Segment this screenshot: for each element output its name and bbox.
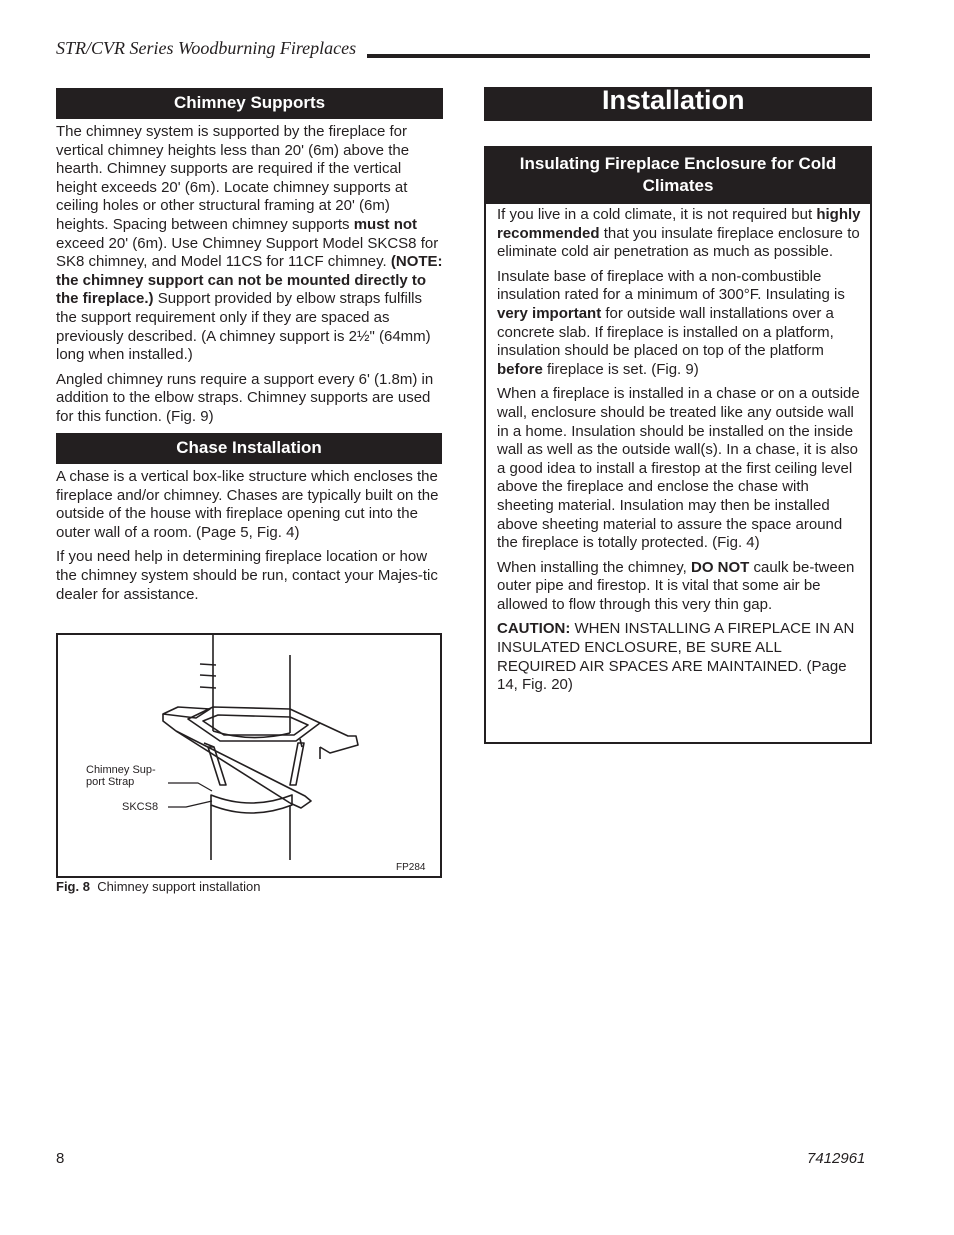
figure-8-frame [56, 633, 442, 878]
insulating-enclosure-heading: Insulating Fireplace Enclosure for Cold Climates [486, 148, 870, 204]
insulating-paragraph-2: Insulate base of fireplace with a non-combustible insulation rated for a minimum of 300°F. Insulating is very important for outside wall installations over a concrete slab. If fireplace is installed on a platform, insulation should be placed on top of the platform before fireplace is set. (Fig. 9) [497, 267, 845, 378]
chimney-supports-heading: Chimney Supports [56, 88, 443, 119]
figure-8-number: Fig. 8 [56, 879, 90, 894]
chase-installation-paragraph-1: A chase is a vertical box-like structure which encloses the fireplace and/or chimney. Chases are typically built on the outside of the house with fireplace opening cut into the outer wall of a room. (Page 5, Fig. 4) [56, 468, 439, 541]
chase-installation-paragraph-2: If you need help in determining fireplace location or how the chimney system should be run, contact your Majes-tic dealer for assistance. [56, 548, 438, 603]
insulating-enclosure-body [497, 206, 863, 701]
page-number: 8 [56, 1150, 65, 1167]
insulating-enclosure-box [484, 146, 872, 744]
installation-title: Installation [484, 87, 872, 121]
insulating-paragraph-4: When installing the chimney, DO NOT caulk be-tween outer pipe and firestop. It is vital that some air be allowed to flow through this very thin gap. [497, 558, 855, 613]
chase-installation-body [56, 468, 446, 610]
label-strap-line-2: port Strap [86, 776, 135, 788]
chimney-supports-paragraph-1: The chimney system is supported by the fireplace for vertical chimney heights less than 20' (6m) above the hearth. Chimney supports are required if the vertical height exceeds 20' (6m). Locate chimney supports at ceiling holes or other structural framing at 20' (6m) heights. Spacing between chimney supports must not exceed 20' (6m). Use Chimney Support Model SKCS8 for SK8 chimney, and Model 11CS for 11CF chimney. (NOTE: the chimney support can not be mounted directly to the fireplace.) Support provided by elbow straps fulfills the support requirement only if they are spaced as previously described. (A chimney support is 2½" (64mm) long when installed.) [56, 123, 443, 364]
label-skcs8: SKCS8 [122, 801, 159, 813]
chimney-supports-body [56, 123, 444, 433]
chase-installation-heading: Chase Installation [56, 433, 442, 464]
figure-8-caption [56, 879, 261, 894]
document-number: 7412961 [807, 1150, 866, 1167]
chimney-supports-paragraph-2: Angled chimney runs require a support every 6' (1.8m) in addition to the elbow straps. Chimney supports are used for this function. (Fig. 9) [56, 370, 434, 425]
running-title: STR/CVR Series Woodburning Fireplaces [56, 38, 357, 58]
header-rule [367, 54, 870, 58]
insulating-paragraph-1: If you live in a cold climate, it is not required but highly recommended that you insulate fireplace enclosure to eliminate cold air penetration as much as possible. [497, 206, 861, 261]
insulating-caution: CAUTION: WHEN INSTALLING A FIREPLACE IN AN INSULATED ENCLOSURE, BE SURE ALL REQUIRED AIR SPACES ARE MAINTAINED. (Page 14, Fig. 20) [497, 620, 855, 694]
figure-8-text: Chimney support installation [97, 879, 261, 894]
chimney-support-illustration [58, 635, 440, 876]
insulating-paragraph-3: When a fireplace is installed in a chase or on a outside wall, enclosure should be treated like any outside wall in a home. Insulation should be installed on the inside wall as well as the outside wall(s). In a chase, it is also a good idea to install a firestop at the first ceiling level above the fireplace and enclose the chase with sheeting material. Insulation may then be installed above sheeting material to assure the space around the fireplace is totally protected. (Fig. 4) [497, 385, 860, 552]
label-strap-line-1: Chimney Sup- [86, 764, 156, 776]
figure-code: FP284 [396, 862, 426, 873]
